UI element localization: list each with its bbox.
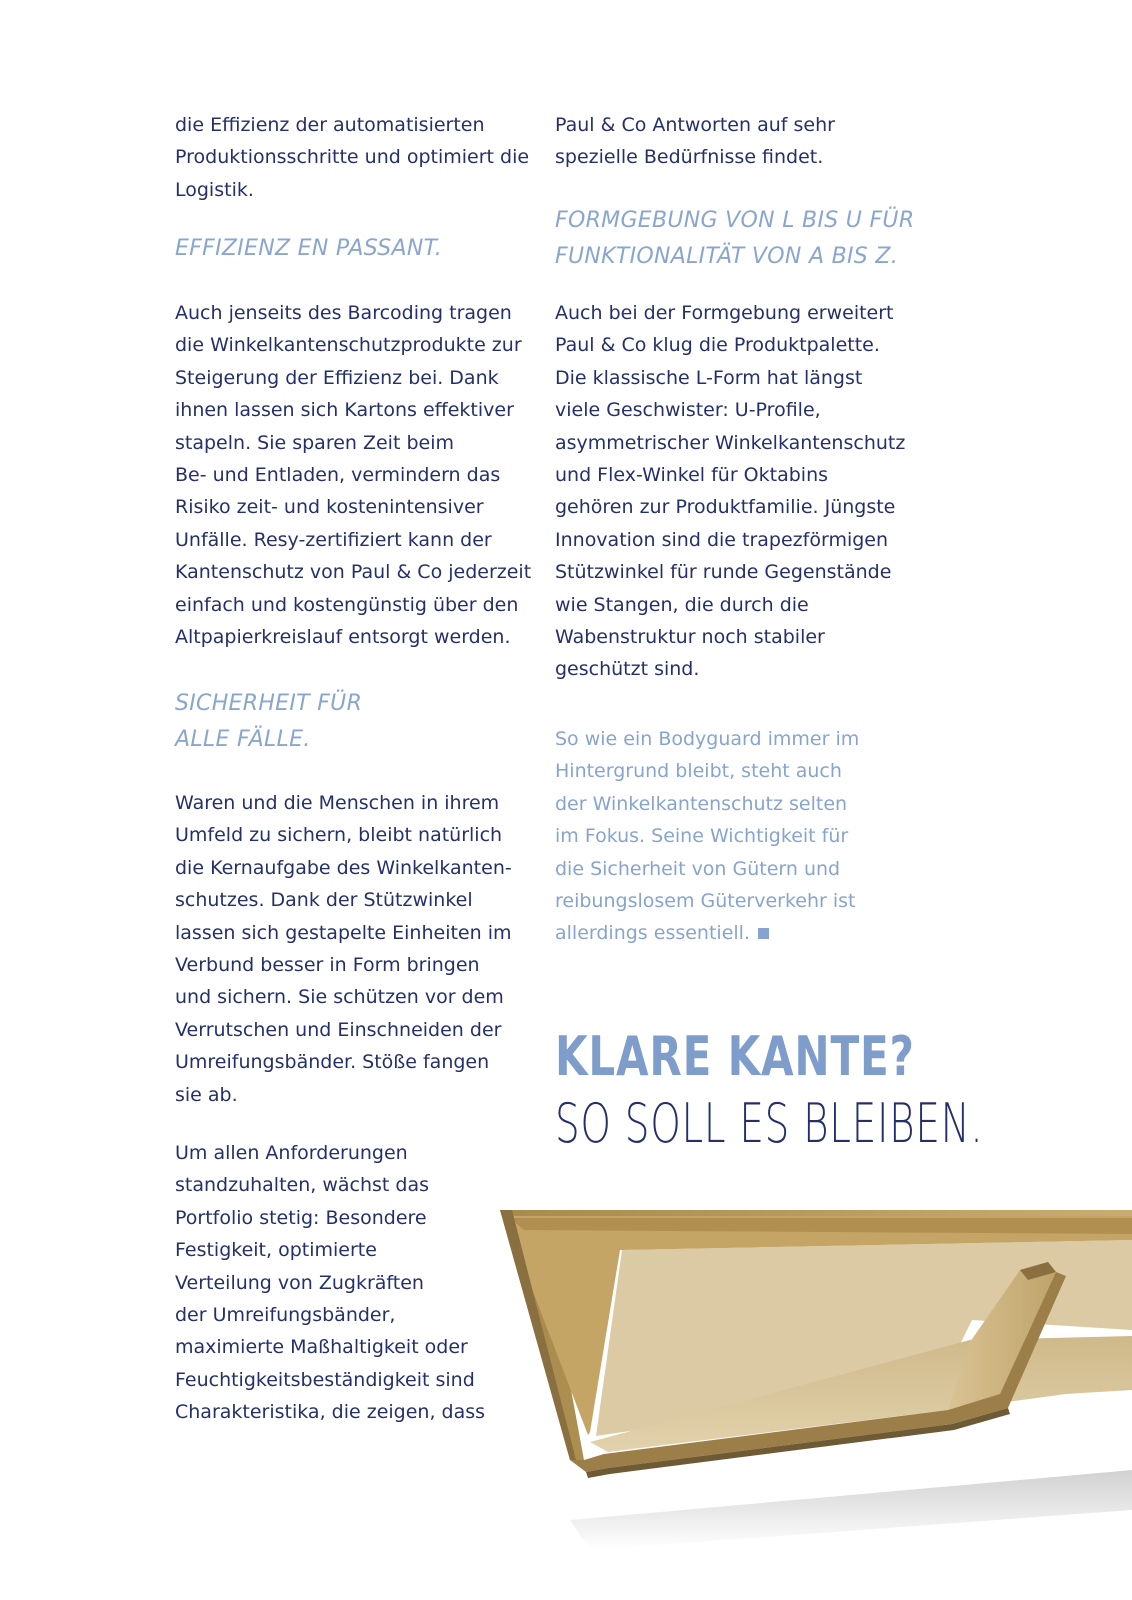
text-line: und Flex-Winkel für Oktabins xyxy=(555,464,829,487)
text-line: Portfolio stetig: Besondere xyxy=(175,1206,427,1229)
text-line: Paul & Co Antworten auf sehr xyxy=(555,114,835,136)
text-line: Festigkeit, optimierte xyxy=(175,1239,377,1262)
intro-paragraph-left xyxy=(175,109,529,206)
text-line: Wabenstruktur noch stabiler xyxy=(555,626,825,649)
end-square-icon xyxy=(758,928,769,939)
text-line: der Winkelkantenschutz selten xyxy=(555,792,848,815)
intro-paragraph-right xyxy=(555,109,835,174)
text-line: Die klassische L-Form hat längst xyxy=(555,366,863,389)
headline-light: SO SOLL ES BLEIBEN. xyxy=(555,1092,984,1155)
text-line: Hintergrund bleibt, steht auch xyxy=(555,760,842,783)
text-line: wie Stangen, die durch die xyxy=(555,593,809,616)
text-line: die Winkelkantenschutzprodukte zur xyxy=(175,334,522,357)
text-line: Steigerung der Effizienz bei. Dank xyxy=(175,366,499,389)
text-line: Umfeld zu sichern, bleibt natürlich xyxy=(175,824,503,847)
text-line: Paul & Co klug die Produktpalette. xyxy=(555,334,880,357)
text-line: der Umreifungsbänder, xyxy=(175,1304,396,1327)
paragraph-portfolio xyxy=(175,1137,485,1429)
paragraph-effizienz xyxy=(175,297,531,653)
text-line: Unfälle. Resy-zertifiziert kann der xyxy=(175,528,492,551)
text-line: Umreifungsbänder. Stöße fangen xyxy=(175,1051,490,1074)
text-line: die Effizienz der automatisierten xyxy=(175,114,485,136)
text-line: Be- und Entladen, vermindern das xyxy=(175,464,501,487)
text-line: Innovation sind die trapezförmigen xyxy=(555,528,889,551)
text-line: So wie ein Bodyguard immer im xyxy=(555,728,860,750)
text-line: geschützt sind. xyxy=(555,658,700,681)
text-line: spezielle Bedürfnisse findet. xyxy=(555,146,824,169)
text-line: Stützwinkel für runde Gegenstände xyxy=(555,561,892,584)
text-line: asymmetrischer Winkelkantenschutz xyxy=(555,431,906,454)
text-line: Verrutschen und Einschneiden der xyxy=(175,1018,502,1041)
text-line: die Kernaufgabe des Winkelkanten- xyxy=(175,856,512,879)
pull-quote xyxy=(555,723,859,950)
text-line: schutzes. Dank der Stützwinkel xyxy=(175,889,473,912)
text-line: Feuchtigkeitsbeständigkeit sind xyxy=(175,1368,475,1391)
heading-formgebung: FORMGEBUNG VON L BIS U FÜR FUNKTIONALITÄT VON A BIS Z. xyxy=(555,208,915,269)
text-line: Risiko zeit- und kostenintensiver xyxy=(175,496,484,519)
text-line: im Fokus. Seine Wichtigkeit für xyxy=(555,825,849,848)
paragraph-sicherheit xyxy=(175,787,512,1111)
text-line: Logistik. xyxy=(175,178,254,201)
text-line: Auch jenseits des Barcoding tragen xyxy=(175,302,512,324)
heading-sicherheit: SICHERHEIT FÜR ALLE FÄLLE. xyxy=(175,691,363,752)
text-line: Verbund besser in Form bringen xyxy=(175,954,480,977)
text-line: sie ab. xyxy=(175,1083,238,1106)
text-line: reibungslosem Güterverkehr ist xyxy=(555,890,856,913)
u-profile-edge-protector-illustration xyxy=(500,1210,1132,1550)
text-line: einfach und kostengünstig über den xyxy=(175,593,519,616)
text-line: viele Geschwister: U-Profile, xyxy=(555,399,821,422)
text-line: gehören zur Produktfamilie. Jüngste xyxy=(555,496,896,519)
text-line: und sichern. Sie schützen vor dem xyxy=(175,986,504,1009)
text-line: Waren und die Menschen in ihrem xyxy=(175,792,500,814)
text-line: die Sicherheit von Gütern und xyxy=(555,857,841,880)
text-line: maximierte Maßhaltigkeit oder xyxy=(175,1336,468,1359)
headline-bold: KLARE KANTE? xyxy=(555,1025,915,1088)
text-line: Altpapierkreislauf entsorgt werden. xyxy=(175,626,511,649)
text-line: Kantenschutz von Paul & Co jederzeit xyxy=(175,561,532,584)
text-line: Verteilung von Zugkräften xyxy=(175,1271,424,1294)
heading-effizienz: EFFIZIENZ EN PASSANT. xyxy=(175,236,443,261)
text-line: standzuhalten, wächst das xyxy=(175,1174,429,1197)
text-line: stapeln. Sie sparen Zeit beim xyxy=(175,431,454,454)
text-line: ihnen lassen sich Kartons effektiver xyxy=(175,399,514,422)
text-line: Um allen Anforderungen xyxy=(175,1142,408,1164)
text-line: Auch bei der Formgebung erweitert xyxy=(555,302,894,324)
paragraph-formgebung xyxy=(555,297,905,686)
text-line: Charakteristika, die zeigen, dass xyxy=(175,1401,486,1424)
text-line: Produktionsschritte und optimiert die xyxy=(175,146,530,169)
text-line-last: allerdings essentiell. xyxy=(555,917,859,949)
text-line: lassen sich gestapelte Einheiten im xyxy=(175,921,512,944)
